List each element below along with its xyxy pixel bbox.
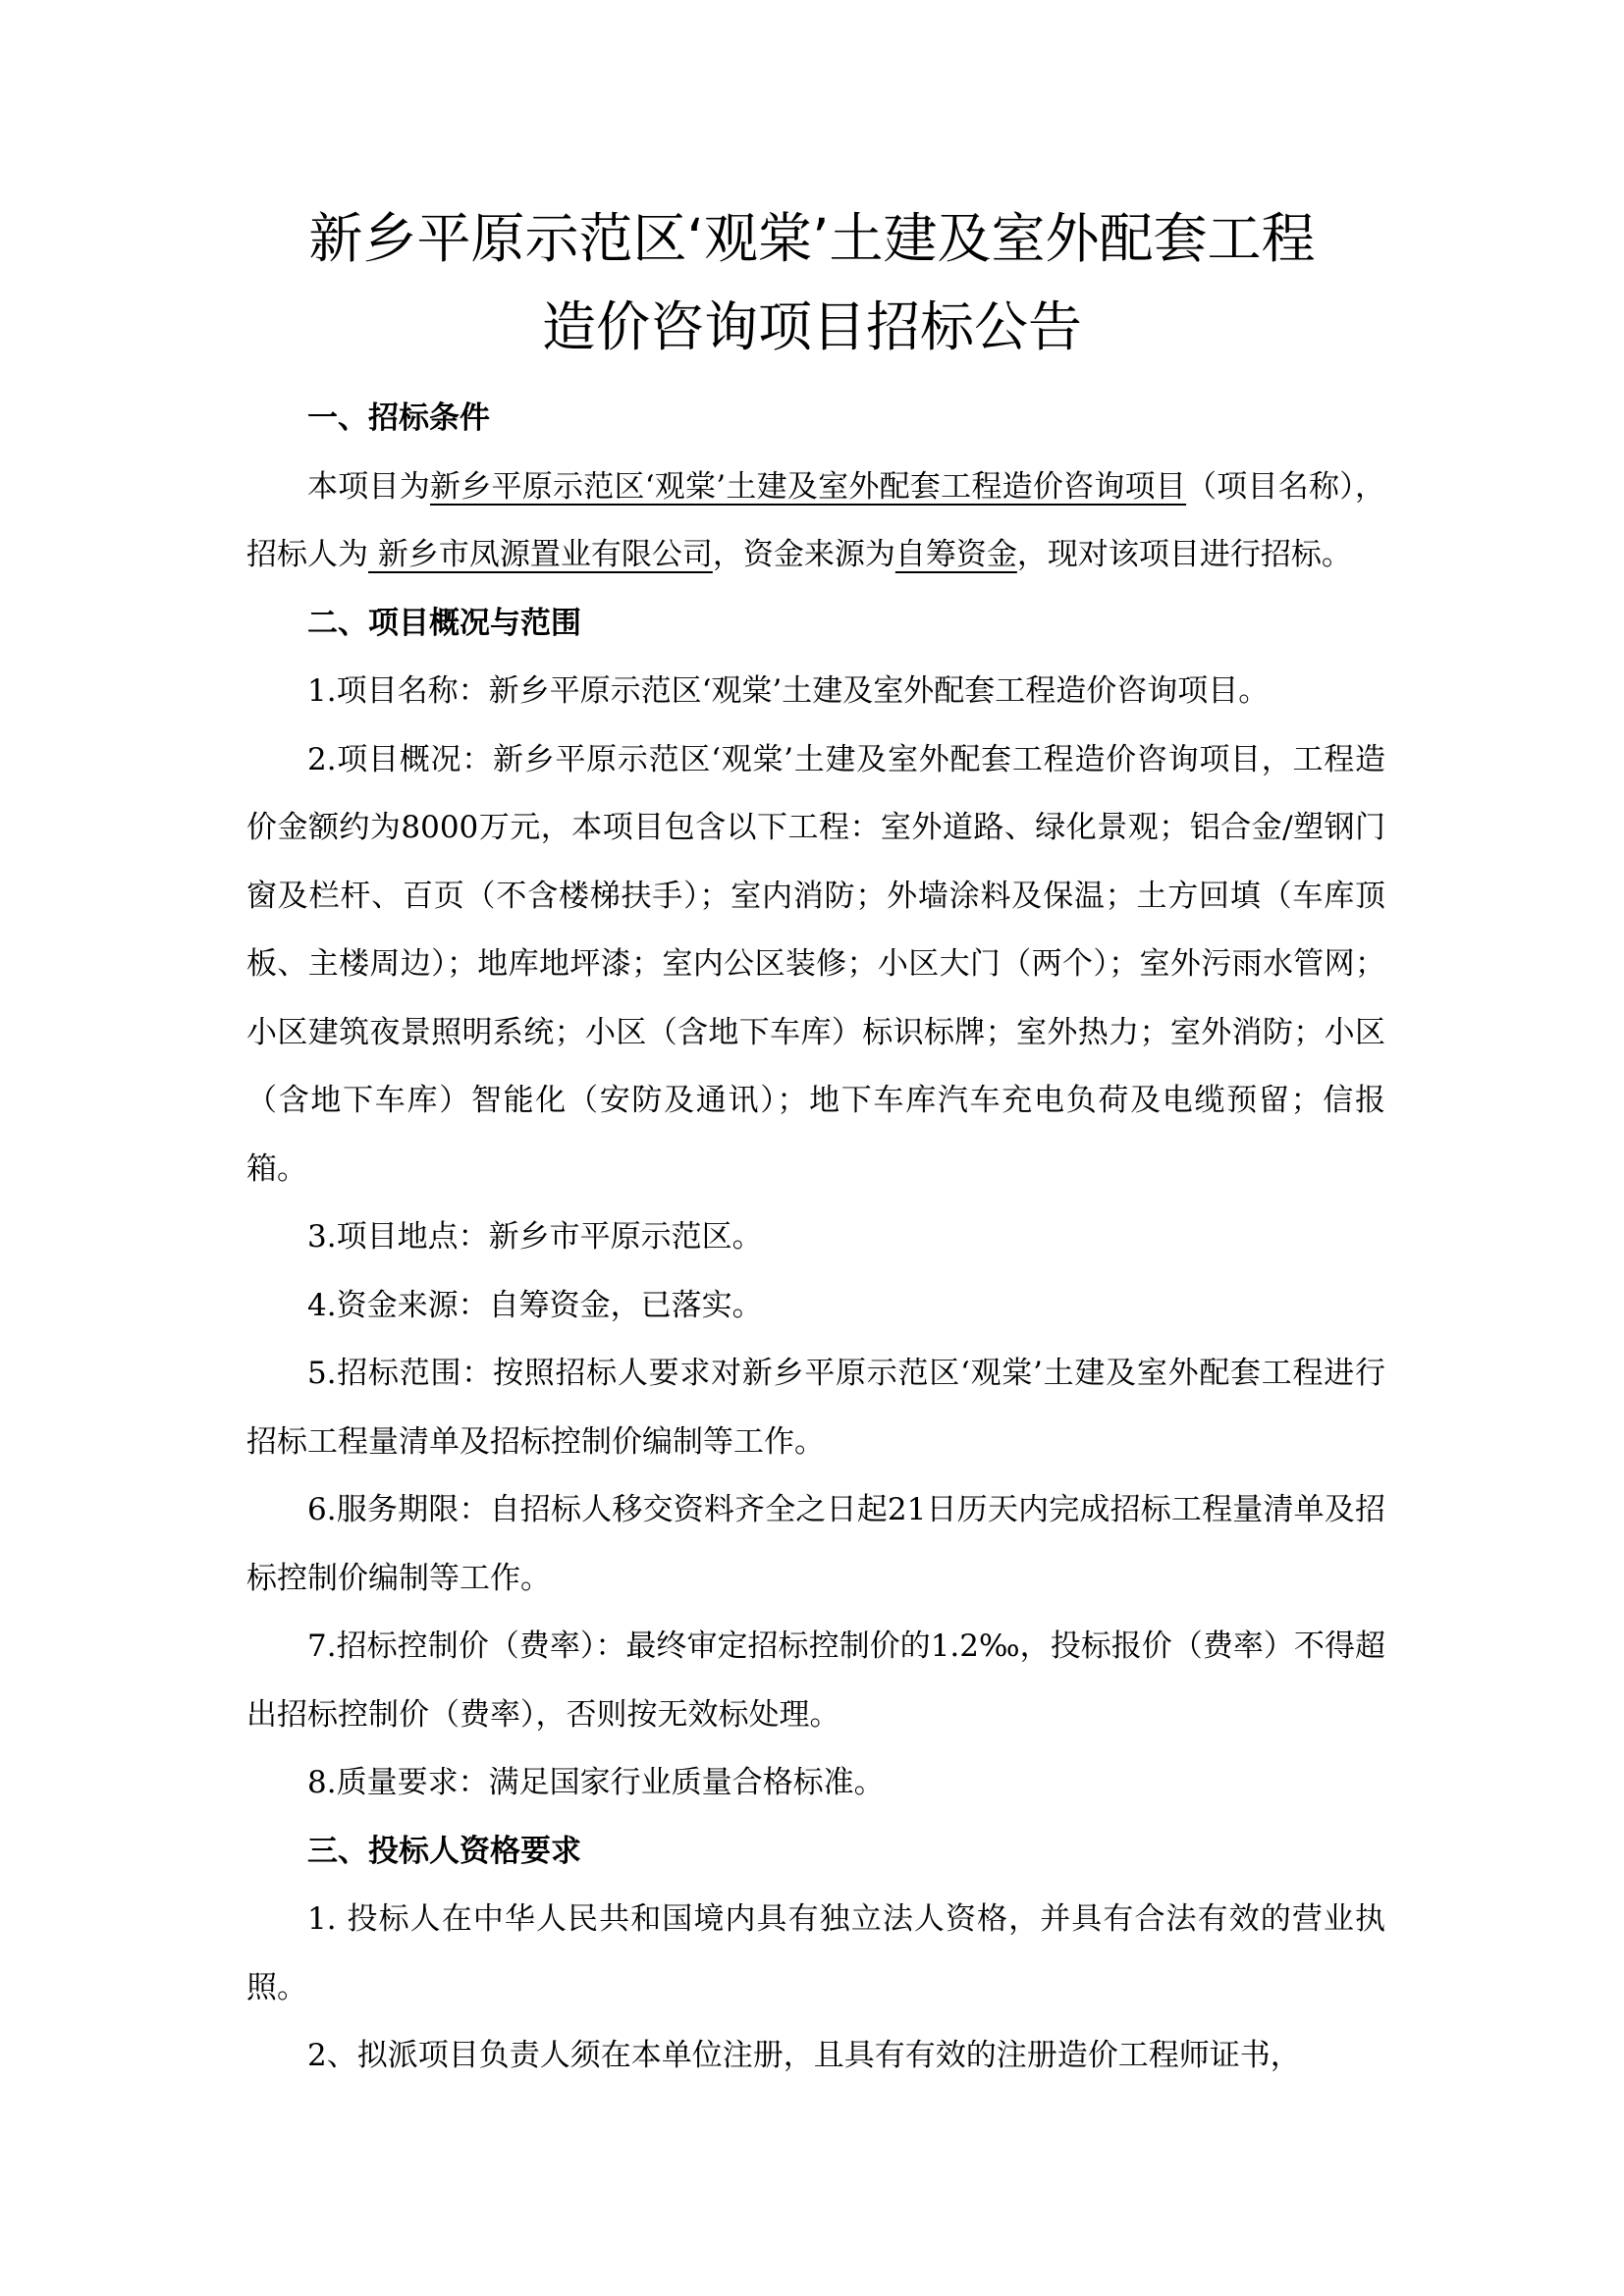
qualification-item-legal-entity: 1. 投标人在中华人民共和国境内具有独立法人资格，并具有合法有效的营业执照。 <box>246 1901 1385 2005</box>
overview-item-project-name: 1.项目名称：新乡平原示范区‘观棠’土建及室外配套工程造价咨询项目。 <box>307 673 1270 709</box>
text-segment: ，资金来源为 <box>712 537 895 572</box>
section-heading-bidder-qualification: 三、投标人资格要求 <box>307 1833 581 1869</box>
overview-item-tender-scope: 5.招标范围：按照招标人要求对新乡平原示范区‘观棠’土建及室外配套工程进行招标工程量清单及招标控制价编制等工作。 <box>246 1356 1385 1460</box>
overview-item-project-summary: 2.项目概况：新乡平原示范区‘观棠’土建及室外配套工程造价咨询项目，工程造价金额约为8000万元，本项目包含以下工程：室外道路、绿化景观；铝合金/塑钢门窗及栏杆、百页（不含楼梯扶手）；室内消防；外墙涂料及保温；土方回填（车库顶板、主楼周边）；地库地坪漆；室内公区装修；小区大门（两个）；室外污雨水管网；小区建筑夜景照明系统；小区（含地下车库）标识标牌；室外热力；室外消防；小区（含地下车库）智能化（安防及通讯）；地下车库汽车充电负荷及电缆预留；信报箱。 <box>246 741 1385 1187</box>
document-title-line-1: 新乡平原示范区‘观棠’土建及室外配套工程 <box>308 207 1316 270</box>
qualification-item-project-leader: 2、拟派项目负责人须在本单位注册，且具有有效的注册造价工程师证书， <box>307 2038 1301 2073</box>
tenderer-name-underlined: 新乡市凤源置业有限公司 <box>368 537 713 572</box>
funding-source-underlined: 自筹资金 <box>894 537 1017 572</box>
overview-item-control-price: 7.招标控制价（费率）：最终审定招标控制价的1.2‰，投标报价（费率）不得超出招标控制价（费率），否则按无效标处理。 <box>246 1629 1385 1733</box>
project-name-underlined: 新乡平原示范区‘观棠’土建及室外配套工程造价咨询项目 <box>429 468 1187 505</box>
document-title-line-2: 造价咨询项目招标公告 <box>541 295 1082 358</box>
text-segment: 本项目为 <box>307 468 430 505</box>
overview-item-quality-requirement: 8.质量要求：满足国家行业质量合格标准。 <box>307 1765 885 1800</box>
section-heading-tender-conditions: 一、招标条件 <box>307 400 490 436</box>
section-heading-project-overview: 二、项目概况与范围 <box>307 605 581 641</box>
overview-item-project-location: 3.项目地点：新乡市平原示范区。 <box>307 1219 763 1255</box>
document-body <box>246 385 1385 2091</box>
overview-item-funding-source: 4.资金来源：自筹资金，已落实。 <box>307 1287 763 1323</box>
text-segment: （项目名称），招标人为 <box>246 468 1386 572</box>
overview-item-service-period: 6.服务期限：自招标人移交资料齐全之日起21日历天内完成招标工程量清单及招标控制价编制等工作。 <box>246 1492 1385 1596</box>
tender-conditions-paragraph <box>246 454 1385 590</box>
text-segment: ，现对该项目进行招标。 <box>1016 537 1352 572</box>
